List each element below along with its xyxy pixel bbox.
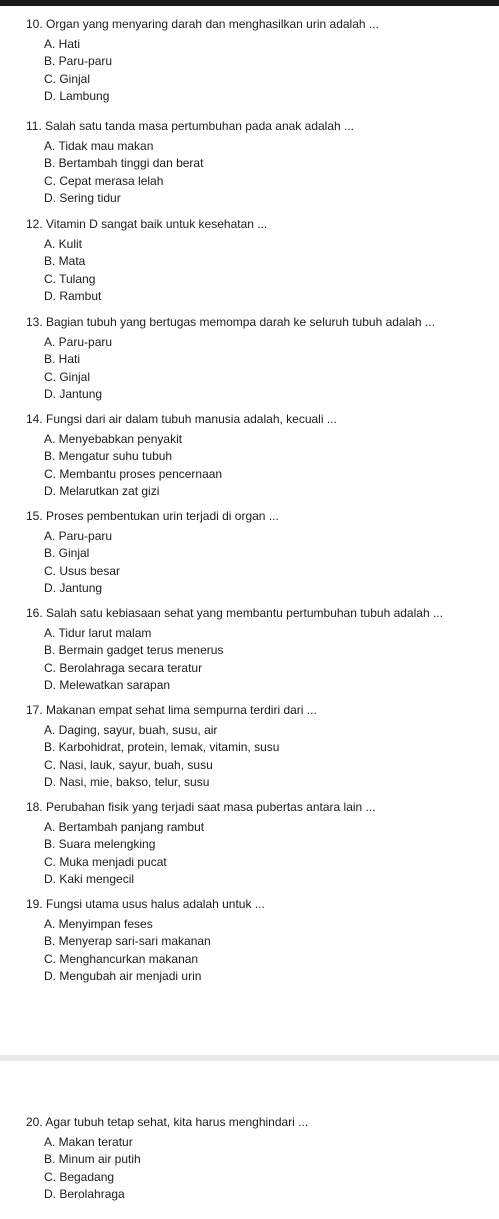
option-c[interactable]: C. Begadang (44, 1169, 115, 1184)
option-b[interactable]: B. Mata (44, 254, 86, 269)
question-text: 11. Salah satu tanda masa pertumbuhan pada anak adalah ... (26, 119, 355, 133)
option-b[interactable]: B. Minum air putih (44, 1152, 141, 1167)
option-list (44, 334, 112, 403)
question-text: 18. Perubahan fisik yang terjadi saat masa pubertas antara lain ... (26, 800, 376, 814)
option-list (44, 528, 120, 597)
option-d[interactable]: D. Rambut (44, 288, 102, 303)
option-d[interactable]: D. Lambung (44, 88, 110, 103)
question-text: 19. Fungsi utama usus halus adalah untuk ... (26, 897, 265, 911)
option-c[interactable]: C. Usus besar (44, 563, 121, 578)
option-list (44, 819, 204, 888)
option-d[interactable]: D. Nasi, mie, bakso, telur, susu (44, 774, 210, 789)
option-a[interactable]: A. Paru-paru (44, 529, 113, 543)
option-list (44, 625, 223, 694)
option-c[interactable]: C. Menghancurkan makanan (44, 951, 199, 966)
option-c[interactable]: C. Nasi, lauk, sayur, buah, susu (44, 757, 213, 772)
option-d[interactable]: D. Berolahraga (44, 1186, 125, 1201)
option-a[interactable]: A. Paru-paru (44, 335, 113, 349)
option-d[interactable]: D. Kaki mengecil (44, 871, 135, 886)
option-b[interactable]: B. Mengatur suhu tubuh (44, 449, 173, 464)
option-d[interactable]: D. Mengubah air menjadi urin (44, 968, 202, 983)
question-text: 15. Proses pembentukan urin terjadi di organ ... (26, 509, 279, 523)
option-a[interactable]: A. Hati (44, 37, 81, 51)
question-text: 20. Agar tubuh tetap sehat, kita harus menghindari ... (26, 1115, 309, 1129)
option-c[interactable]: C. Ginjal (44, 369, 91, 384)
option-list (44, 36, 112, 105)
question-text: 10. Organ yang menyaring darah dan menghasilkan urin adalah ... (26, 17, 379, 31)
option-b[interactable]: B. Hati (44, 352, 81, 367)
option-c[interactable]: C. Ginjal (44, 71, 91, 86)
option-a[interactable]: A. Bertambah panjang rambut (44, 820, 205, 834)
option-d[interactable]: D. Sering tidur (44, 190, 121, 205)
option-d[interactable]: D. Jantung (44, 580, 103, 595)
option-a[interactable]: A. Tidur larut malam (44, 626, 152, 640)
option-c[interactable]: C. Tulang (44, 271, 96, 286)
option-a[interactable]: A. Tidak mau makan (44, 139, 154, 153)
option-list (44, 236, 101, 305)
option-b[interactable]: B. Bertambah tinggi dan berat (44, 156, 204, 171)
option-list (44, 916, 211, 985)
option-a[interactable]: A. Menyebabkan penyakit (44, 432, 183, 446)
option-list (44, 138, 203, 207)
option-a[interactable]: A. Menyimpan feses (44, 917, 153, 931)
option-b[interactable]: B. Karbohidrat, protein, lemak, vitamin, susu (44, 740, 280, 755)
top-bar (0, 0, 499, 6)
option-b[interactable]: B. Menyerap sari-sari makanan (44, 934, 211, 949)
option-b[interactable]: B. Bermain gadget terus menerus (44, 643, 224, 658)
option-c[interactable]: C. Muka menjadi pucat (44, 854, 167, 869)
option-c[interactable]: C. Membantu proses pencernaan (44, 466, 223, 481)
option-list (44, 722, 279, 791)
section-divider (0, 1055, 499, 1061)
option-list (44, 1134, 141, 1203)
question-text: 13. Bagian tubuh yang bertugas memompa darah ke seluruh tubuh adalah ... (26, 315, 435, 329)
question-text: 16. Salah satu kebiasaan sehat yang membantu pertumbuhan tubuh adalah ... (26, 606, 443, 620)
option-a[interactable]: A. Daging, sayur, buah, susu, air (44, 723, 218, 737)
option-b[interactable]: B. Ginjal (44, 546, 90, 561)
option-a[interactable]: A. Makan teratur (44, 1135, 133, 1149)
option-d[interactable]: D. Melewatkan sarapan (44, 677, 171, 692)
option-d[interactable]: D. Jantung (44, 386, 103, 401)
question-text: 12. Vitamin D sangat baik untuk kesehatan ... (26, 217, 268, 231)
option-a[interactable]: A. Kulit (44, 237, 83, 251)
question-text: 17. Makanan empat sehat lima sempurna terdiri dari ... (26, 703, 317, 717)
option-c[interactable]: C. Cepat merasa lelah (44, 173, 164, 188)
option-b[interactable]: B. Paru-paru (44, 54, 113, 69)
option-c[interactable]: C. Berolahraga secara teratur (44, 660, 203, 675)
option-b[interactable]: B. Suara melengking (44, 837, 156, 852)
option-list (44, 431, 222, 500)
option-d[interactable]: D. Melarutkan zat gizi (44, 483, 160, 498)
question-text: 14. Fungsi dari air dalam tubuh manusia adalah, kecuali ... (26, 412, 337, 426)
